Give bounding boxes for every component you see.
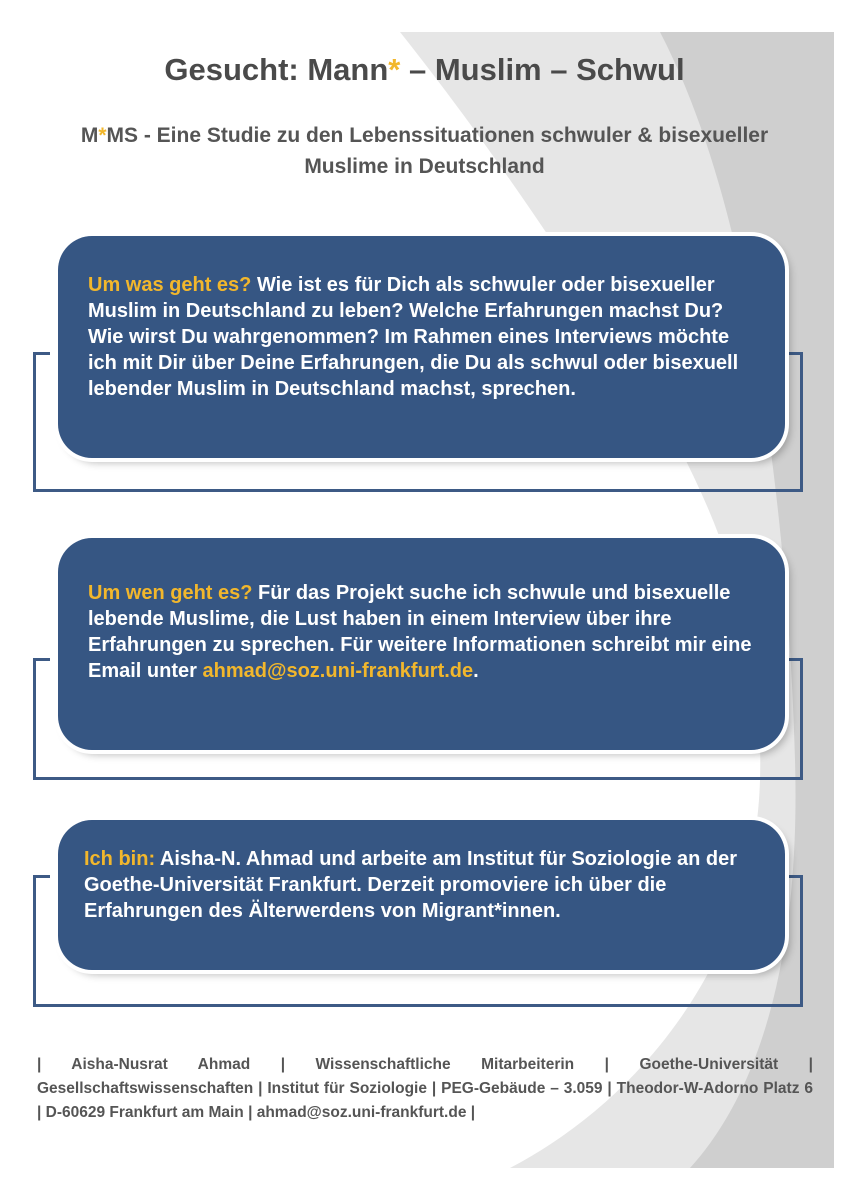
section-card-who: Um wen geht es? Für das Projekt suche ich schwule und bisexuelle lebende Muslime, die Lust haben in einem Interview über ihre Erfahrungen zu sprechen. Für weitere Informationen schreibt mir eine Email unter ahmad@soz.uni-frankfurt.de. <box>58 538 785 750</box>
footer-contact-info: | Aisha-Nusrat Ahmad | Wissenschaftliche Mitarbeiterin | Goethe-Universität | Gesellschaftswissenschaften | Institut für Soziologie | PEG-Gebäude – 3.059 | Theodor-W-Adorno Platz 6 | D-60629 Frankfurt am Main | ahmad@soz.uni-frankfurt.de | <box>37 1056 813 1121</box>
section-text-what: Wie ist es für Dich als schwuler oder bisexueller Muslim in Deutschland zu leben? Welche Erfahrungen machst Du? Wie wirst Du wahrgenommen? Im Rahmen eines Interviews möchte ich mit Dir über Deine Erfahrungen, die Du als schwul oder bisexuell lebender Muslim in Deutschland machst, sprechen. <box>88 274 739 400</box>
page-title: Gesucht: Mann* – Muslim – Schwul <box>164 52 685 87</box>
section-label-about: Ich bin: <box>84 848 156 870</box>
subtitle-star: * <box>98 124 107 147</box>
section-text-who: Für das Projekt suche ich schwule und bisexuelle lebende Muslime, die Lust haben in einem Interview über ihre Erfahrungen zu sprechen. Für weitere Informationen schreibt mir eine Email unter <box>88 582 752 682</box>
contact-email-link[interactable]: ahmad@soz.uni-frankfurt.de <box>202 660 474 682</box>
section-label-what: Um was geht es? <box>88 274 252 296</box>
section-card-what <box>58 236 785 458</box>
title-star: * <box>388 52 401 87</box>
section-label-who: Um wen geht es? <box>88 582 253 604</box>
section-card-about <box>58 820 785 970</box>
page-subtitle: M*MS - Eine Studie zu den Lebenssituationen schwuler & bisexueller Muslime in Deutschland <box>80 124 769 178</box>
section-text-about: Aisha-N. Ahmad und arbeite am Institut für Soziologie an der Goethe-Universität Frankfurt. Derzeit promoviere ich über die Erfahrungen des Älterwerdens von Migrant*innen. <box>84 848 738 922</box>
